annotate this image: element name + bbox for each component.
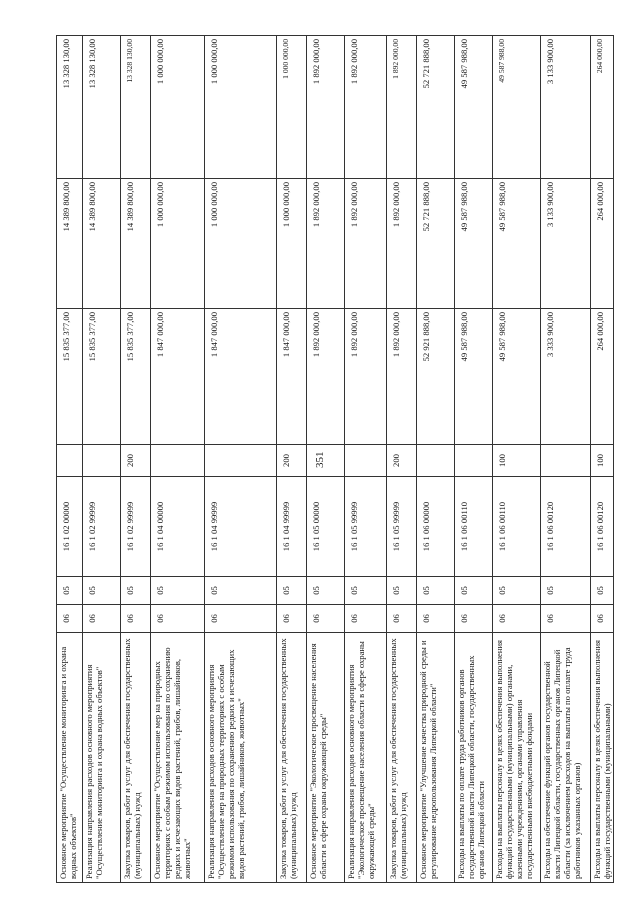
row-section-code: 06 — [387, 605, 417, 633]
row-amount-year-1: 49 587 988,00 — [493, 309, 541, 445]
table-row — [205, 36, 277, 883]
table-row — [345, 36, 387, 883]
row-amount-year-3: 13 328 130,00 — [57, 36, 83, 179]
row-amount-year-2: 14 389 800,00 — [121, 179, 151, 309]
row-target-article: 16 1 04 00000 — [151, 477, 205, 577]
row-amount-year-3: 1 892 000,00 — [387, 36, 417, 179]
row-target-article: 16 1 04 99999 — [205, 477, 277, 577]
table-row — [277, 36, 307, 883]
row-subsection-code: 05 — [307, 577, 345, 605]
row-description: Закупка товаров, работ и услуг для обеспечения государственных (муниципальных) нужд — [277, 633, 307, 883]
row-amount-year-2: 264 000,00 — [591, 179, 614, 309]
row-description: Реализация направления расходов основного мероприятия "Осуществление мониторинга и охрана водных объектов" — [83, 633, 121, 883]
row-amount-year-2: 1 892 000,00 — [307, 179, 345, 309]
row-amount-year-2: 1 892 000,00 — [345, 179, 387, 309]
row-section-code: 06 — [83, 605, 121, 633]
row-amount-year-1: 1 847 000,00 — [151, 309, 205, 445]
row-target-article: 16 1 02 99999 — [83, 477, 121, 577]
row-amount-year-3: 1 892 000,00 — [345, 36, 387, 179]
row-target-article: 16 1 06 00110 — [493, 477, 541, 577]
row-subsection-code: 05 — [83, 577, 121, 605]
row-subsection-code: 05 — [493, 577, 541, 605]
row-amount-year-1: 1 892 000,00 — [307, 309, 345, 445]
row-subsection-code: 05 — [387, 577, 417, 605]
page-number: 351 — [314, 451, 326, 469]
rotated-table-container — [56, 36, 612, 883]
row-amount-year-3: 1 000 000,00 — [151, 36, 205, 179]
row-target-article: 16 1 05 00000 — [307, 477, 345, 577]
row-amount-year-1: 49 587 988,00 — [455, 309, 493, 445]
row-amount-year-1: 1 847 000,00 — [205, 309, 277, 445]
row-subsection-code: 05 — [277, 577, 307, 605]
row-description: Расходы на обеспечение функций органов государственной власти Липецкой области, государственных органов Липецкой области (за исключением расходов на выплаты по оплате труда работников указанных органов) — [541, 633, 591, 883]
row-amount-year-2: 14 389 800,00 — [57, 179, 83, 309]
row-subsection-code: 05 — [151, 577, 205, 605]
row-expense-type: 100 — [591, 445, 614, 477]
row-amount-year-2: 1 000 000,00 — [205, 179, 277, 309]
row-section-code: 06 — [345, 605, 387, 633]
table-row — [307, 36, 345, 883]
row-target-article: 16 1 02 00000 — [57, 477, 83, 577]
row-amount-year-1: 1 892 000,00 — [345, 309, 387, 445]
row-target-article: 16 1 04 99999 — [277, 477, 307, 577]
row-description: Закупка товаров, работ и услуг для обеспечения государственных (муниципальных) нужд — [121, 633, 151, 883]
row-expense-type — [151, 445, 205, 477]
row-amount-year-2: 14 389 800,00 — [83, 179, 121, 309]
row-target-article: 16 1 05 99999 — [345, 477, 387, 577]
row-description: Расходы на выплаты по оплате труда работников органов государственной власти Липецкой области, государственных органов Липецкой области — [455, 633, 493, 883]
row-expense-type — [345, 445, 387, 477]
row-amount-year-3: 49 587 988,00 — [493, 36, 541, 179]
row-amount-year-3: 49 587 988,00 — [455, 36, 493, 179]
row-amount-year-1: 1 892 000,00 — [387, 309, 417, 445]
table-row — [591, 36, 614, 883]
row-amount-year-3: 52 721 888,00 — [417, 36, 455, 179]
table-body — [57, 36, 614, 883]
table-row — [417, 36, 455, 883]
row-section-code: 06 — [307, 605, 345, 633]
row-expense-type: 100 — [493, 445, 541, 477]
row-description: Основное мероприятие "Улучшение качества природной среды и регулирование недропользования Липецкой области" — [417, 633, 455, 883]
row-subsection-code: 05 — [455, 577, 493, 605]
table-row — [455, 36, 493, 883]
row-section-code: 06 — [151, 605, 205, 633]
row-amount-year-1: 15 835 377,00 — [57, 309, 83, 445]
row-expense-type: 200 — [277, 445, 307, 477]
row-expense-type — [417, 445, 455, 477]
row-target-article: 16 1 05 99999 — [387, 477, 417, 577]
table-row — [57, 36, 83, 883]
table-row — [541, 36, 591, 883]
row-expense-type — [83, 445, 121, 477]
table-row — [387, 36, 417, 883]
row-amount-year-3: 13 328 130,00 — [83, 36, 121, 179]
row-target-article: 16 1 06 00120 — [541, 477, 591, 577]
row-amount-year-2: 3 133 900,00 — [541, 179, 591, 309]
row-amount-year-1: 15 835 377,00 — [121, 309, 151, 445]
row-subsection-code: 05 — [345, 577, 387, 605]
row-section-code: 06 — [277, 605, 307, 633]
row-amount-year-3: 13 328 130,00 — [121, 36, 151, 179]
row-amount-year-2: 52 721 888,00 — [417, 179, 455, 309]
row-subsection-code: 05 — [541, 577, 591, 605]
row-subsection-code: 05 — [205, 577, 277, 605]
row-amount-year-3: 1 892 000,00 — [307, 36, 345, 179]
row-expense-type — [205, 445, 277, 477]
row-expense-type — [455, 445, 493, 477]
row-section-code: 06 — [541, 605, 591, 633]
row-description: Реализация направления расходов основного мероприятия "Экологическое просвещение населения области в сфере охраны окружающей среды" — [345, 633, 387, 883]
table-row — [83, 36, 121, 883]
row-amount-year-3: 1 000 000,00 — [277, 36, 307, 179]
row-amount-year-1: 52 921 888,00 — [417, 309, 455, 445]
row-amount-year-1: 264 000,00 — [591, 309, 614, 445]
row-section-code: 06 — [121, 605, 151, 633]
row-section-code: 06 — [205, 605, 277, 633]
row-description: Закупка товаров, работ и услуг для обеспечения государственных (муниципальных) нужд — [387, 633, 417, 883]
budget-table — [56, 35, 614, 883]
table-row — [493, 36, 541, 883]
row-amount-year-2: 49 587 988,00 — [493, 179, 541, 309]
row-subsection-code: 05 — [417, 577, 455, 605]
row-target-article: 16 1 02 99999 — [121, 477, 151, 577]
row-amount-year-2: 1 892 000,00 — [387, 179, 417, 309]
table-row — [121, 36, 151, 883]
row-amount-year-3: 264 000,00 — [591, 36, 614, 179]
row-expense-type — [541, 445, 591, 477]
row-amount-year-2: 49 587 988,00 — [455, 179, 493, 309]
row-section-code: 06 — [493, 605, 541, 633]
row-section-code: 06 — [591, 605, 614, 633]
row-amount-year-1: 15 835 377,00 — [83, 309, 121, 445]
row-subsection-code: 05 — [121, 577, 151, 605]
row-expense-type: 200 — [387, 445, 417, 477]
row-amount-year-1: 1 847 000,00 — [277, 309, 307, 445]
row-section-code: 06 — [57, 605, 83, 633]
row-expense-type — [307, 445, 345, 477]
table-row — [151, 36, 205, 883]
row-expense-type — [57, 445, 83, 477]
row-expense-type: 200 — [121, 445, 151, 477]
row-target-article: 16 1 06 00120 — [591, 477, 614, 577]
row-amount-year-2: 1 000 000,00 — [277, 179, 307, 309]
row-description: Основное мероприятие "Экологическое просвещение населения области в сфере охраны окружающей среды" — [307, 633, 345, 883]
row-description: Реализация направления расходов основного мероприятия "Осуществление мер на природных территориях с особым режимом использования по сохранению редких и исчезающих видов растений, грибов, лишайников, животных" — [205, 633, 277, 883]
row-subsection-code: 05 — [591, 577, 614, 605]
row-subsection-code: 05 — [57, 577, 83, 605]
row-target-article: 16 1 06 00000 — [417, 477, 455, 577]
row-amount-year-3: 3 133 900,00 — [541, 36, 591, 179]
row-section-code: 06 — [417, 605, 455, 633]
row-amount-year-2: 1 000 000,00 — [151, 179, 205, 309]
row-description: Основное мероприятие "Осуществление мониторинга и охрана водных объектов" — [57, 633, 83, 883]
row-amount-year-3: 1 000 000,00 — [205, 36, 277, 179]
row-description: Расходы на выплаты персоналу в целях обеспечения выполнения функций государственными (муниципальными) органами, казенными учреждениями, органами управления государственными внебюджетными фондами — [493, 633, 541, 883]
row-description: Основное мероприятие "Осуществление мер на природных территориях с особым режимом использования по сохранению редких и исчезающих видов растений, грибов, лишайников, животных" — [151, 633, 205, 883]
row-section-code: 06 — [455, 605, 493, 633]
row-target-article: 16 1 06 00110 — [455, 477, 493, 577]
rotated-table-frame — [56, 36, 612, 883]
row-amount-year-1: 3 333 900,00 — [541, 309, 591, 445]
row-description: Расходы на выплаты персоналу в целях обеспечения выполнения функций государственными (муниципальными) — [591, 633, 614, 883]
